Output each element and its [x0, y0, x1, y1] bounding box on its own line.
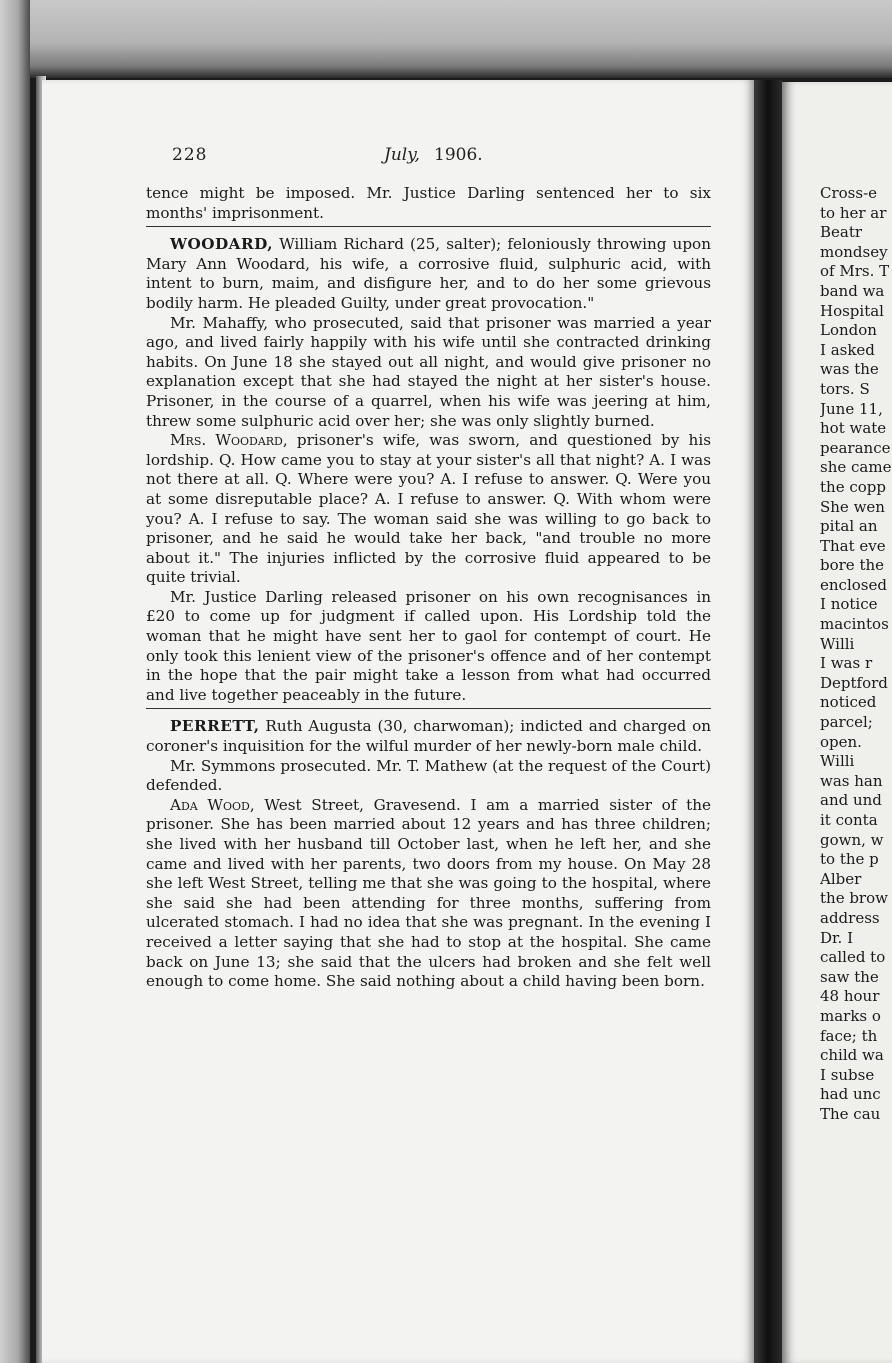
- woodard-paragraph-3: Mr. Justice Darling released prisoner on his own recognisances in £20 to come up for judgment if called upon. His Lordship told the woman that he might have sent her to gaol for contempt of court. He only took this lenient view of the prisoner's offence and of her contempt in the hope that the pair might take a lesson from what had occurred and live together peaceably in the future.: [146, 587, 711, 704]
- right-page-line: Cross-e: [820, 184, 878, 202]
- witness-text: West Street, Gravesend. I am a married sister of the prisoner. She has been married about 12 years and has three children; she lived with her husband till October last, when he left her, and she came and lived with her parents, two doors from my house. On May 28 she left West Street, telling me that she was going to the hospital, where she said she had been attending for three months, suffering from ulcerated stomach. I had no idea that she was pregnant. In the evening I received a letter saying that she had to stop at the hospital. She came back on June 13; she said that the ulcers had broken and she felt well enough to come home. She said nothing about a child having been born.: [146, 795, 711, 991]
- right-page-line: called to: [820, 948, 886, 967]
- charge-text: Ruth Augusta (30, charwoman); indicted and charged on coroner's inquisition for the wilful murder of her newly-born male child.: [146, 717, 711, 756]
- right-page-line: mondsey: [820, 242, 888, 261]
- right-page-line: I asked: [820, 340, 875, 359]
- right-page-line: June 11,: [820, 399, 883, 418]
- right-page-line: was han: [820, 771, 883, 790]
- defendant-name: WOODARD,: [170, 235, 274, 254]
- right-page-fragments: [820, 184, 892, 1125]
- right-page-line: I notice: [820, 595, 878, 614]
- right-page-line: Dr. I: [820, 928, 854, 947]
- witness-name: Ada Wood,: [170, 795, 255, 814]
- scan-top-margin: [0, 0, 892, 78]
- right-page-line: face; th: [820, 1026, 878, 1045]
- right-page-line: address: [820, 908, 880, 927]
- right-page-line: I was r: [820, 654, 873, 673]
- right-page-line: of Mrs. T: [820, 262, 890, 281]
- right-page-line: Willi: [820, 634, 855, 653]
- right-page-line: and und: [820, 791, 882, 810]
- right-page-line: Deptford: [820, 673, 888, 692]
- perrett-paragraph-1: Mr. Symmons prosecuted. Mr. T. Mathew (at the request of the Court) defended.: [146, 756, 711, 795]
- right-page-line: bore the: [820, 556, 885, 575]
- book-gutter: [754, 80, 782, 1363]
- perrett-paragraph-2: [146, 796, 711, 992]
- witness-text: prisoner's wife, was sworn, and questioned by his lordship. Q. How came you to stay at your sister's all that night? A. I was not there at all. Q. Where were you? A. I refuse to answer. Q. Were you at some disreputable place? A. I refuse to answer. Q. With whom were you? A. I refuse to say. The woman said she was willing to go back to prisoner, and he said he would take her back, "and trouble no more about it." The injuries inflicted by the corrosive fluid appeared to be quite trivial.: [146, 431, 711, 587]
- woodard-paragraph-2: [146, 431, 711, 588]
- header-month: July,: [384, 145, 420, 165]
- right-page-line: Alber: [820, 869, 862, 888]
- right-page-line: the copp: [820, 477, 886, 496]
- right-page-line: gown, w: [820, 830, 884, 849]
- right-page-line: open.: [820, 732, 862, 751]
- intro-paragraph: tence might be imposed. Mr. Justice Darling sentenced her to six months' imprisonment.: [146, 184, 711, 222]
- right-page-line: She wen: [820, 497, 885, 516]
- right-page-line: enclosed: [820, 575, 887, 594]
- right-page-line: The cau: [820, 1104, 881, 1123]
- section-divider: [146, 708, 711, 709]
- perrett-charge: [146, 717, 711, 756]
- right-page-line: band wa: [820, 281, 885, 300]
- defendant-name: PERRETT,: [170, 717, 260, 736]
- right-page-line: hot wate: [820, 419, 887, 438]
- right-page-line: pital an: [820, 517, 878, 536]
- right-page-line: noticed: [820, 693, 877, 712]
- right-page-line: tors. S: [820, 379, 870, 398]
- right-page-line: she came: [820, 458, 892, 477]
- right-page-line: child wa: [820, 1046, 884, 1065]
- left-page-text: [146, 184, 711, 992]
- right-page-line: That eve: [820, 536, 886, 555]
- right-page-line: pearance: [820, 438, 891, 457]
- right-page-line: Willi: [820, 752, 855, 771]
- right-page-line: had unc: [820, 1085, 881, 1104]
- header-year: 1906.: [434, 145, 483, 165]
- right-page-line: parcel;: [820, 713, 873, 732]
- right-page-line: was the: [820, 360, 879, 379]
- right-page-line: I subse: [820, 1065, 875, 1084]
- right-page-line: macintos: [820, 615, 889, 634]
- book-left-edge: [0, 0, 30, 1363]
- right-page-line: Hospital: [820, 301, 884, 320]
- woodard-paragraph-1: Mr. Mahaffy, who prosecuted, said that prisoner was married a year ago, and lived fairly happily with his wife until she contracted drinking habits. On June 18 she stayed out all night, and would give prisoner no explanation except that she had stayed the night at her sister's house. Prisoner, in the course of a quarrel, when his wife was jeering at him, threw some sulphuric acid over her; she was only slightly burned.: [146, 313, 711, 430]
- right-page-line: it conta: [820, 811, 878, 829]
- right-page-line: saw the: [820, 967, 879, 986]
- witness-name: Mrs. Woodard,: [170, 431, 288, 450]
- woodard-charge: [146, 235, 711, 313]
- running-header: [172, 145, 712, 175]
- right-page-line: London: [820, 321, 877, 340]
- section-divider: [146, 226, 711, 227]
- right-page-line: the brow: [820, 889, 888, 908]
- right-page-line: 48 hour: [820, 987, 880, 1006]
- charge-text: William Richard (25, salter); feloniously throwing upon Mary Ann Woodard, his wife, a corrosive fluid, sulphuric acid, with intent to burn, maim, and disfigure her, and to do her some grievous bodily harm. He pleaded Guilty, under great provocation.": [146, 235, 711, 312]
- page-number: 228: [172, 145, 208, 165]
- right-page-line: marks o: [820, 1006, 881, 1025]
- right-page-line: Beatr: [820, 223, 863, 242]
- right-page-line: to the p: [820, 850, 879, 869]
- right-page-line: to her ar: [820, 203, 887, 222]
